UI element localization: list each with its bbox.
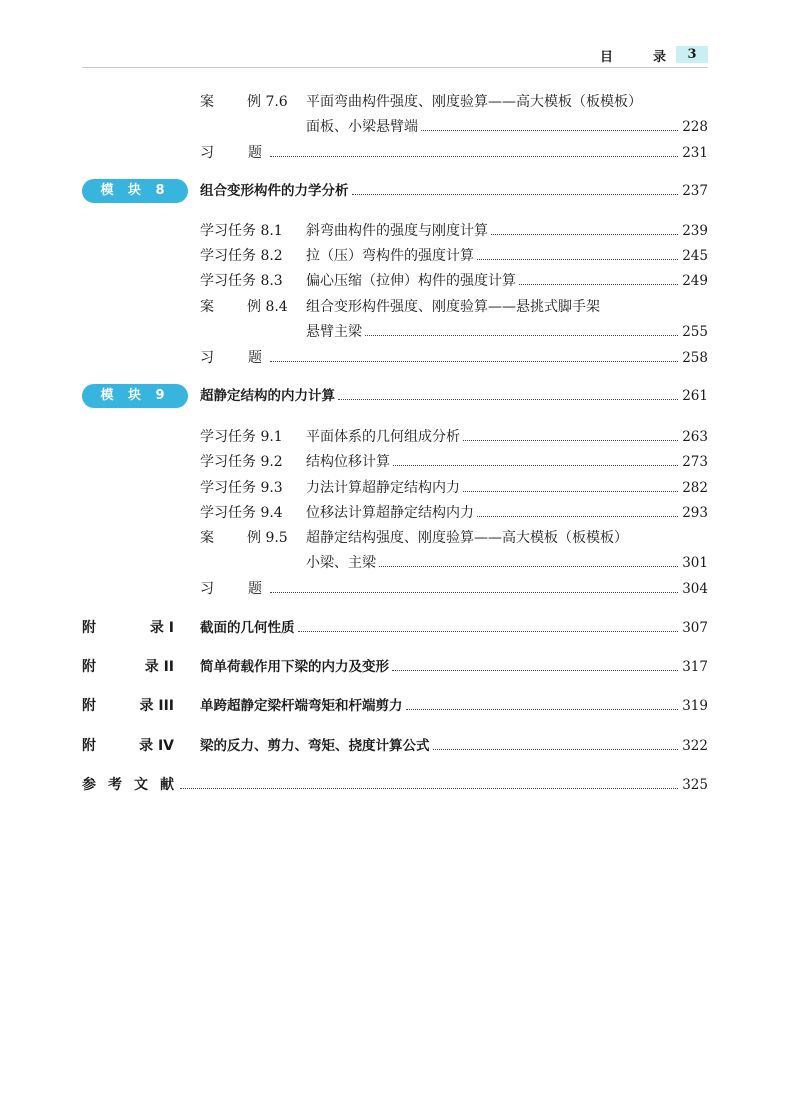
entry-title: 悬臂主梁 xyxy=(306,324,362,340)
toc-task-9-3[interactable] xyxy=(0,476,790,500)
task-label: 学习任务 xyxy=(200,429,256,445)
header-title-char-2: 录 xyxy=(652,50,666,65)
entry-page: 237 xyxy=(682,183,708,199)
entry-page: 263 xyxy=(682,429,708,445)
appendix-label-1: 附 xyxy=(82,738,96,754)
exercise-label-1: 习 xyxy=(200,350,214,366)
page-number: 3 xyxy=(676,46,708,63)
section-number: 7.6 xyxy=(265,94,288,110)
entry-title: 组合变形构件强度、刚度验算——悬挑式脚手架 xyxy=(306,299,600,315)
appendix-label-1: 附 xyxy=(82,659,96,675)
case-label: 案 xyxy=(200,530,214,546)
appendix-label-2: 录 xyxy=(149,620,164,636)
dot-leader xyxy=(392,669,678,671)
case-label-2: 例 xyxy=(247,530,261,546)
dot-leader xyxy=(352,193,679,195)
appendix-number: III xyxy=(158,698,174,714)
toc-task-8-1[interactable] xyxy=(0,219,790,243)
entry-title: 小梁、主梁 xyxy=(306,555,376,571)
references-char-1: 参 xyxy=(82,777,96,793)
entry-title: 超静定结构强度、刚度验算——高大模板（板模板） xyxy=(306,530,628,546)
entry-title: 斜弯曲构件的强度与刚度计算 xyxy=(306,223,488,239)
dot-leader xyxy=(463,439,678,441)
toc-exercise-8[interactable] xyxy=(0,346,790,370)
section-number: 9.4 xyxy=(260,505,283,521)
references-char-2: 考 xyxy=(108,777,122,793)
section-number: 8.3 xyxy=(260,273,283,289)
task-label: 学习任务 xyxy=(200,480,256,496)
entry-page: 273 xyxy=(682,454,708,470)
references-char-3: 文 xyxy=(134,777,148,793)
toc-appendix-4[interactable] xyxy=(0,734,790,758)
toc-case-8-4-cont[interactable] xyxy=(0,320,790,344)
toc-case-7-6[interactable] xyxy=(0,90,790,114)
entry-title: 位移法计算超静定结构内力 xyxy=(306,505,474,521)
dot-leader xyxy=(379,565,678,567)
dot-leader xyxy=(270,155,678,157)
section-number: 8.2 xyxy=(260,248,283,264)
toc-case-8-4[interactable] xyxy=(0,295,790,319)
case-label: 案 xyxy=(200,299,214,315)
task-label: 学习任务 xyxy=(200,273,256,289)
appendix-label-2: 录 xyxy=(144,659,159,675)
dot-leader xyxy=(298,630,679,632)
module-9-badge: 模 块 9 xyxy=(82,384,188,408)
appendix-label-1: 附 xyxy=(82,698,96,714)
entry-title: 拉（压）弯构件的强度计算 xyxy=(306,248,474,264)
entry-title: 平面体系的几何组成分析 xyxy=(306,429,460,445)
toc-appendix-2[interactable] xyxy=(0,655,790,679)
header-title-char-1: 目 xyxy=(600,50,614,65)
dot-leader xyxy=(406,708,679,710)
appendix-number: II xyxy=(163,659,174,675)
dot-leader xyxy=(270,591,678,593)
entry-title: 简单荷载作用下梁的内力及变形 xyxy=(200,659,389,675)
toc-module-9[interactable] xyxy=(0,384,790,408)
toc-exercise-9[interactable] xyxy=(0,577,790,601)
case-label-2: 例 xyxy=(247,299,261,315)
toc-case-9-5[interactable] xyxy=(0,526,790,550)
entry-page: 228 xyxy=(682,119,708,135)
entry-page: 245 xyxy=(682,248,708,264)
entry-page: 261 xyxy=(682,388,708,404)
section-number: 8.4 xyxy=(265,299,288,315)
references-label xyxy=(82,773,174,797)
dot-leader xyxy=(338,398,678,400)
toc-task-9-2[interactable] xyxy=(0,450,790,474)
exercise-label-1: 习 xyxy=(200,145,214,161)
toc-module-8[interactable] xyxy=(0,179,790,203)
entry-title: 截面的几何性质 xyxy=(200,620,295,636)
entry-page: 301 xyxy=(682,555,708,571)
entry-page: 322 xyxy=(682,738,708,754)
module-title: 组合变形构件的力学分析 xyxy=(200,183,349,199)
toc-references[interactable] xyxy=(0,773,790,797)
task-label: 学习任务 xyxy=(200,454,256,470)
task-label: 学习任务 xyxy=(200,248,256,264)
dot-leader xyxy=(393,464,678,466)
dot-leader xyxy=(270,360,678,362)
section-number: 9.5 xyxy=(265,530,288,546)
entry-page: 255 xyxy=(682,324,708,340)
entry-page: 282 xyxy=(682,480,708,496)
toc-task-9-4[interactable] xyxy=(0,501,790,525)
entry-page: 293 xyxy=(682,505,708,521)
section-number: 9.2 xyxy=(260,454,283,470)
case-label: 案 xyxy=(200,94,214,110)
appendix-number: I xyxy=(168,620,174,636)
references-char-4: 献 xyxy=(160,777,174,793)
dot-leader xyxy=(477,258,678,260)
entry-page: 319 xyxy=(682,698,708,714)
dot-leader xyxy=(180,787,678,789)
case-label-2: 例 xyxy=(247,94,261,110)
dot-leader xyxy=(421,129,678,131)
dot-leader xyxy=(433,748,679,750)
entry-title: 平面弯曲构件强度、刚度验算——高大模板（板模板） xyxy=(306,94,642,110)
module-8-badge: 模 块 8 xyxy=(82,179,188,203)
toc-appendix-3[interactable] xyxy=(0,694,790,718)
entry-page: 317 xyxy=(682,659,708,675)
dot-leader xyxy=(491,233,678,235)
exercise-label-2: 题 xyxy=(248,581,262,597)
dot-leader xyxy=(365,334,678,336)
toc-task-8-2[interactable] xyxy=(0,244,790,268)
entry-title: 结构位移计算 xyxy=(306,454,390,470)
dot-leader xyxy=(519,283,678,285)
toc-exercise-7[interactable] xyxy=(0,141,790,165)
entry-page: 307 xyxy=(682,620,708,636)
section-number: 9.1 xyxy=(260,429,283,445)
toc-case-9-5-cont[interactable] xyxy=(0,551,790,575)
appendix-number: IV xyxy=(157,738,174,754)
toc-appendix-1[interactable] xyxy=(0,616,790,640)
entry-page: 249 xyxy=(682,273,708,289)
toc-case-7-6-cont[interactable] xyxy=(0,115,790,139)
entry-title: 梁的反力、剪力、弯矩、挠度计算公式 xyxy=(200,738,430,754)
entry-page: 325 xyxy=(682,777,708,793)
dot-leader xyxy=(477,515,678,517)
entry-page: 258 xyxy=(682,350,708,366)
toc-task-9-1[interactable] xyxy=(0,425,790,449)
section-number: 8.1 xyxy=(260,223,283,239)
task-label: 学习任务 xyxy=(200,223,256,239)
appendix-label-1: 附 xyxy=(82,620,96,636)
section-number: 9.3 xyxy=(260,480,283,496)
exercise-label-2: 题 xyxy=(248,350,262,366)
toc-task-8-3[interactable] xyxy=(0,269,790,293)
appendix-label-2: 录 xyxy=(139,698,154,714)
exercise-label-2: 题 xyxy=(248,145,262,161)
entry-title: 偏心压缩（拉伸）构件的强度计算 xyxy=(306,273,516,289)
entry-page: 304 xyxy=(682,581,708,597)
exercise-label-1: 习 xyxy=(200,581,214,597)
entry-page: 231 xyxy=(682,145,708,161)
appendix-label-2: 录 xyxy=(139,738,154,754)
entry-title: 面板、小梁悬臂端 xyxy=(306,119,418,135)
entry-title: 单跨超静定梁杆端弯矩和杆端剪力 xyxy=(200,698,403,714)
dot-leader xyxy=(463,490,678,492)
task-label: 学习任务 xyxy=(200,505,256,521)
module-title: 超静定结构的内力计算 xyxy=(200,388,335,404)
entry-page: 239 xyxy=(682,223,708,239)
entry-title: 力法计算超静定结构内力 xyxy=(306,480,460,496)
